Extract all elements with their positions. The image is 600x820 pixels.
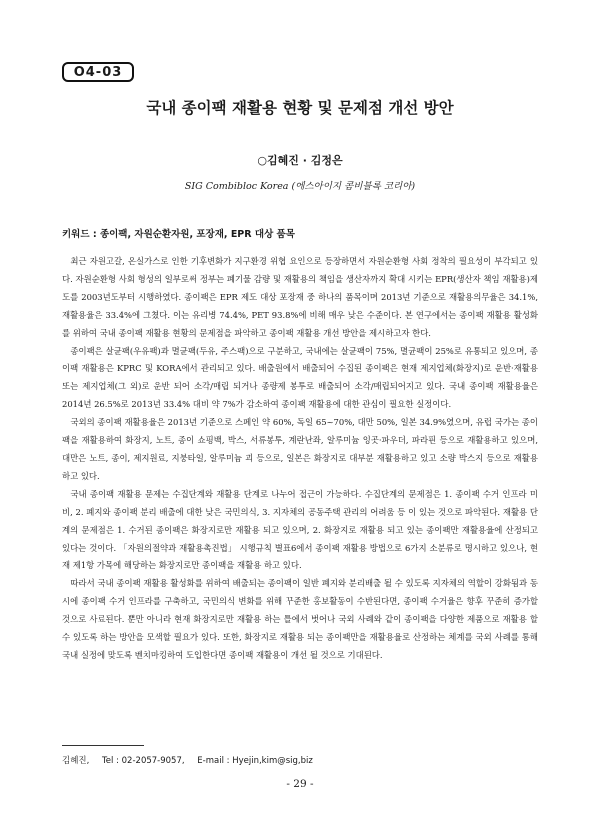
footnote-contact bbox=[62, 754, 323, 766]
paragraph-problems: 국내 종이팩 재활용 문제는 수집단계와 재활용 단계로 나누어 접근이 가능하다. 수집단계의 문제점은 1. 종이팩 수거 인프라 미비, 2. 폐지와 종이팩 분리 배출에 대한 낮은 국민의식, 3. 지자체의 공동주택 관리의 어려움 등 이 있는 것으로 파악된다. 재활용 단계의 문제점은 1. 수거된 종이팩은 화장지로만 재활용 되고 있으며, 2. 화장지로 재활용 되고 있는 종이팩만 재활용율에 산정되고 있다는 것이다. 「자원의절약과 재활용촉진법」 시행규칙 별표6에서 종이팩 재활용 방법으로 6가지 소분류로 명시하고 있으나, 현재 제1항 가목에 해당하는 화장지로만 종이팩을 재활용 하고 있다. bbox=[62, 488, 538, 571]
author-list: ○김혜진 · 김정은 bbox=[257, 154, 343, 167]
footnote-name: 김혜진, bbox=[62, 756, 90, 766]
paragraph-overseas-status: 국외의 종이팩 재활용율은 2013년 기준으로 스페인 약 60%, 독일 65~70%, 대만 50%, 일본 34.9%였으며, 유럽 국가는 종이팩을 재활용하여 화장지, 노트, 종이 쇼핑백, 박스, 서류봉투, 계란난좌, 알루미늄 잉곳·파우더, 파라핀 등으로 재활용하고 있으며, 대만은 노트, 종이, 제지원료, 지붕타일, 알루미늄 괴 등으로, 일본은 화장지로 대부분 재활용하고 있고 소량 박스지 등으로 재활용하고 있다. bbox=[62, 417, 538, 481]
session-code-badge: O4-03 bbox=[62, 62, 134, 82]
footnote-tel: Tel : 02-2057-9057, bbox=[102, 756, 185, 766]
author-affiliation: SIG Combibloc Korea (에스아이지 콤비블록 코리아) bbox=[184, 181, 416, 192]
footnote-email: E-mail : Hyejin,kim@sig,biz bbox=[197, 756, 313, 766]
footnote-divider bbox=[62, 745, 144, 746]
page-number: - 29 - bbox=[286, 778, 314, 790]
paper-title: 국내 종이팩 재활용 현황 및 문제점 개선 방안 bbox=[146, 99, 454, 117]
keywords-line: 키워드 : 종이팩, 자원순환자원, 포장재, EPR 대상 품목 bbox=[62, 229, 295, 240]
paragraph-domestic-status: 종이팩은 살균팩(우유팩)과 멸균팩(두유, 주스팩)으로 구분하고, 국내에는 살균팩이 75%, 멸균팩이 25%로 유통되고 있으며, 종이팩 재활용은 KPRC 및 KORA에서 관리되고 있다. 배출원에서 배출되어 수집된 종이팩은 현재 제지업체(화장지)로 운반·재활용 또는 제지업체(그 외)로 운반 되어 소각/매립 되거나 종량제 봉투로 배출되어 소각/매립되어지고 있다. 국내 종이팩 재활용율은 2014년 26.5%로 2013년 33.4% 대비 약 7%가 감소하여 종이팩 재활용에 대한 관심이 필요한 실정이다. bbox=[62, 345, 538, 410]
abstract-body bbox=[62, 253, 538, 665]
paragraph-conclusion: 따라서 국내 종이팩 재활용 활성화를 위하여 배출되는 종이팩이 일반 폐지와 분리배출 될 수 있도록 지자체의 역할이 강화됨과 동시에 종이팩 수거 인프라를 구축하고, 국민의식 변화를 위해 꾸준한 홍보활동이 수반된다면, 종이팩 수거율은 향후 꾸준히 증가할 것으로 사료된다. 뿐만 아니라 현재 화장지로만 재활용 하는 틀에서 벗어나 국외 사례와 같이 종이팩을 다양한 제품으로 재활용 할 수 있도록 하는 방안을 모색할 필요가 있다. 또한, 화장지로 재활용 되는 종이팩만을 재활용율로 산정하는 체계를 국외 사례를 통해 국내 실정에 맞도록 벤치마킹하여 도입한다면 종이팩 재활용이 개선 될 것으로 기대된다. bbox=[62, 578, 538, 660]
paragraph-intro: 최근 자원고갈, 온실가스로 인한 기후변화가 지구환경 위협 요인으로 등장하면서 자원순환형 사회 정착의 필요성이 부각되고 있다. 자원순환형 사회 형성의 일부로써 정부는 폐기물 감량 및 재활용의 책임을 생산자까지 확대 시키는 EPR(생산자 책임 재활용)제도를 2003년도부터 시행하였다. 종이팩은 EPR 제도 대상 포장재 중 하나의 품목이며 2013년 기준으로 재활용의무율은 34.1%, 재활용율은 33.4%에 그쳤다. 이는 유리병 74.4%, PET 93.8%에 비해 매우 낮은 수준이다. 본 연구에서는 종이팩 재활용 활성화를 위하여 국내 종이팩 재활용 현황의 문제점을 파악하고 종이팩 재활용 개선 방안을 제시하고자 한다. bbox=[62, 256, 538, 338]
